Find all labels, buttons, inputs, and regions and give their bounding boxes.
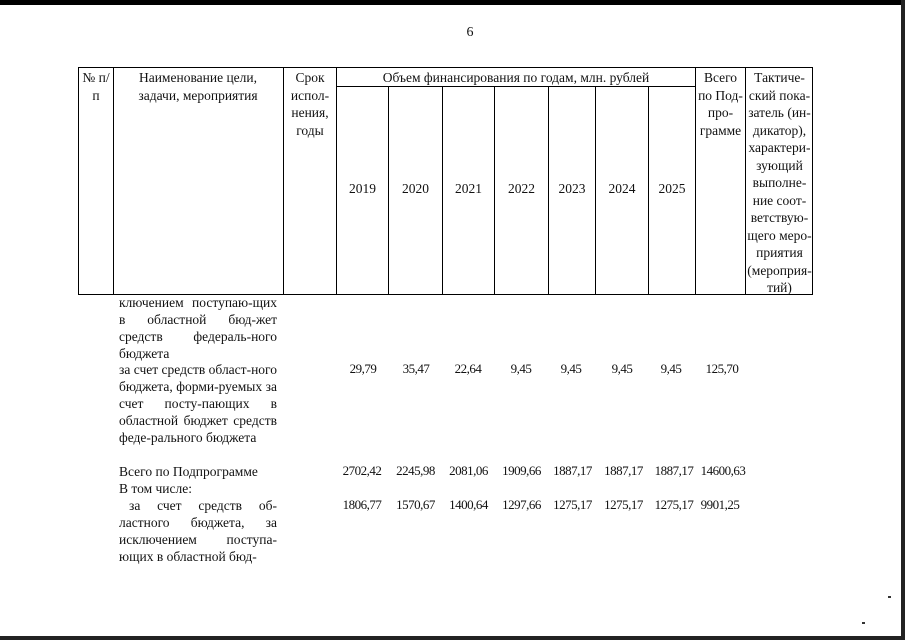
header-col-number: № п/п [82, 70, 110, 103]
value-cell: 1297,66 [502, 497, 541, 512]
value-cell: 9,45 [560, 361, 582, 376]
row-text-3: Всего по Подпрограмме [119, 464, 258, 479]
header-year-2023: 2023 [558, 181, 586, 196]
bottom-border [0, 636, 905, 640]
value-cell: 9,45 [660, 361, 682, 376]
header-col-funding: Объем финансирования по годам, млн. рублей [382, 70, 650, 85]
header-col-indicator: Тактиче-ский пока-затель (ин-дикатор), характери-зующий выполне-ние соот-ветствую-щего меро-приятия (мероприя-тий) [747, 70, 812, 295]
row-text-4: В том числе: [119, 481, 192, 496]
value-cell: 2081,06 [449, 463, 488, 478]
value-cell: 1887,17 [604, 463, 643, 478]
header-year-2021: 2021 [455, 181, 482, 196]
header-year-2022: 2022 [508, 181, 535, 196]
value-cell: 1887,17 [553, 463, 592, 478]
header-col-total: Всего по Под-про-грамме [698, 70, 743, 138]
value-cell: 1806,77 [342, 497, 382, 512]
value-cell: 1275,17 [553, 497, 592, 512]
top-border [0, 0, 905, 5]
value-cell: 35,47 [402, 361, 430, 376]
right-border [901, 0, 905, 640]
page-number: 6 [466, 25, 474, 40]
value-cell: 9901,25 [700, 497, 740, 512]
row-text-2: за счет средств област-ного бюджета, форми-руемых за счет посту-пающих в областной бюджет средств феде-рального бюджета [119, 362, 277, 445]
value-cell: 9,45 [611, 361, 633, 376]
value-cell: 14600,63 [700, 463, 746, 478]
value-cell: 29,79 [349, 361, 377, 376]
value-cell: 125,70 [705, 361, 739, 376]
value-cell: 1887,17 [654, 463, 694, 478]
row-text-1: ключением поступаю-щих в областной бюд-жет средств федераль-ного бюджета [119, 295, 277, 361]
value-cell: 9,45 [510, 361, 532, 376]
header-col-name: Наименование цели, задачи, мероприятия [138, 70, 258, 103]
value-cell: 22,64 [454, 361, 482, 376]
header-year-2025: 2025 [658, 181, 686, 196]
header-year-2024: 2024 [608, 181, 636, 196]
header-col-term: Срок испол-нения, годы [290, 70, 330, 138]
value-cell: 1909,66 [502, 463, 541, 478]
value-cell: 2245,98 [396, 463, 435, 478]
value-cell: 2702,42 [342, 463, 382, 478]
header-year-2020: 2020 [402, 181, 429, 196]
value-cell: 1400,64 [449, 497, 488, 512]
row-text-5: за счет средств об-ластного бюджета, за исключением поступа-ющих в областной бюд- [119, 498, 277, 564]
value-cell: 1275,17 [654, 497, 694, 512]
header-year-2019: 2019 [349, 181, 376, 196]
scan-speck [888, 596, 891, 598]
value-cell: 1570,67 [396, 497, 435, 512]
value-cell: 1275,17 [604, 497, 643, 512]
scan-speck [862, 622, 865, 624]
